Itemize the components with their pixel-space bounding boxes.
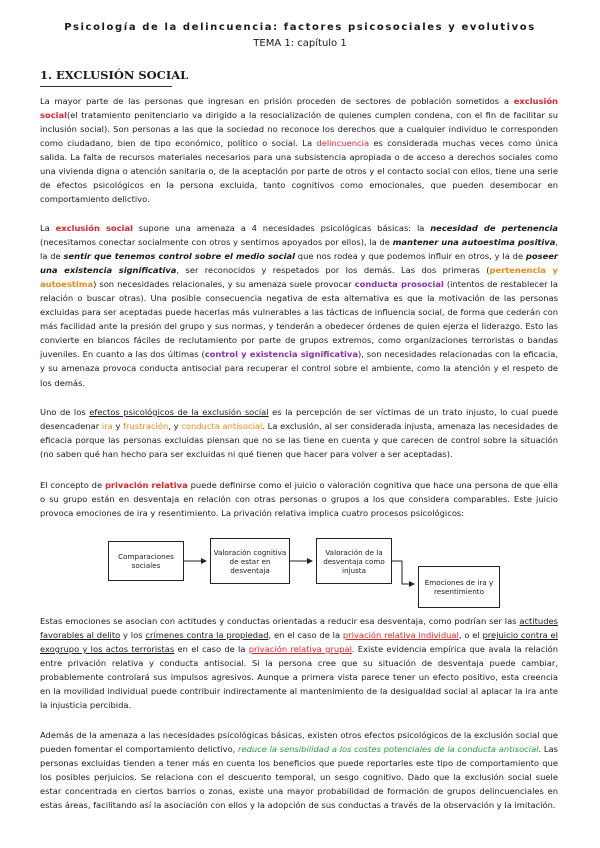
text: , ser reconocidos y respetados por los demás. Las dos primeras ( — [176, 265, 490, 276]
text: y — [112, 421, 124, 432]
document-subtitle: TEMA 1: capítulo 1 — [253, 38, 347, 49]
text: es la percepción de ser víctimas de un trato injusto, lo cual puede desencadenar — [40, 407, 558, 432]
text: (intentos de restablecer la relación o buscar otras). Una posible consecuencia negativa de esta alternativa es que la motivación de las personas excluidas para ser aceptadas puede hacerlas más vulnerables a las tácticas de influencia social, de forma que cederán con más facilidad ante la presión del grupo y sus normas, y tenderán a obedecer órdenes de quien ejerza el liderazgo. Esto las convierte en blancos fáciles de reclutamiento por parte de grupos extremos, como organizaciones terroristas o bandas juveniles. En cuanto a las dos últimas ( — [40, 279, 558, 360]
keyword-privacion-relativa: privación relativa — [104, 480, 188, 490]
text: que nos rodea y que podemos influir en otros, y la de — [294, 251, 526, 262]
underlined-prejudice: prejuicio contra el exogrupo y los actos terroristas — [40, 630, 558, 655]
text: La — [40, 223, 56, 233]
text: es considerada muchas veces como única salida. La falta de recursos materiales necesarios para una subsistencia apropiada o de acceso a derechos sociales como una vivienda digna o atención sanitaria o, de la aceptación por parte de otros y el contacto social con ellos, tiene una serie de efectos psicológicos en la persona excluida, tanto cognitivos como emocionales, que pueden desembocar en comportamiento delictivo. — [40, 138, 558, 205]
highlight-sensitivity: reduce la sensibilidad a los costes potenciales de la conducta antisocial — [238, 744, 539, 755]
keyword-privacion-individual: privación relativa individual — [342, 630, 459, 641]
underlined-attitudes: actitudes favorables al delito — [40, 616, 558, 641]
highlight-relational-needs: pertenencia y autoestima — [40, 265, 558, 290]
need-control: sentir que tenemos control sobre el medio social — [63, 251, 295, 262]
underlined-crimes: crímenes contra la propiedad — [145, 630, 269, 641]
text: La mayor parte de las personas que ingresan en prisión proceden de sectores de población sometidos a — [40, 96, 514, 106]
process-box-valoracion-injusta: Valoración de la desventaja como injusta — [316, 538, 392, 584]
emotion-frustracion: frustración — [123, 421, 169, 432]
text: (el tratamiento penitenciario va dirigido a la resocialización de quienes cumplen condena, con el fin de facilitar su inclusión social). Son personas a las que la sociedad no reconoce los derechos que a cualquier individuo le corresponden como ciudadano, bien de tipo económico, político o social. La — [40, 110, 558, 149]
text: , en el caso de la — [268, 630, 343, 641]
underlined-effects: efectos psicológicos de la exclusión social — [89, 407, 269, 417]
need-existencia: poseer una existencia significativa — [40, 251, 559, 276]
emotion-ira: ira — [101, 421, 113, 432]
text: Además de la amenaza a las necesidades psicológicas básicas, existen otros efectos psicológicos de la exclusión social que pueden fomentar el comportamiento delictivo, — [40, 730, 558, 755]
process-box-comparaciones: Comparaciones sociales — [108, 541, 184, 581]
text: Estas emociones se asocian con actitudes y conductas orientadas a reducir esa desventaja, como podrían ser las — [40, 616, 520, 626]
paragraph-emotions — [40, 614, 558, 712]
need-autoestima: mantener una autoestima positiva — [392, 237, 556, 248]
text: supone una amenaza a 4 necesidades psicológicas básicas: la — [132, 223, 431, 233]
arrow-3 — [392, 561, 414, 584]
text: . La exclusión, al ser considerada injusta, amenaza las necesidades de eficacia porque las personas excluidas piensan que no se las tiene en cuenta y que carecen de control sobre la situación (no saben qué han hecho para ser excluidas ni qué tienen que hacer para volver a ser aceptadas). — [40, 421, 558, 460]
highlight-prosocial: conducta prosocial — [354, 279, 444, 290]
text: Uno de los — [40, 407, 90, 417]
conduct-antisocial: conducta antisocial — [181, 421, 263, 432]
text: , la de — [40, 237, 558, 262]
text: . Existe evidencia empírica que avala la relación entre privación relativa y conducta antisocial. Si la persona cree que su situación de desventaja puede cambiar, probablemente controlará sus impulsos agresivos. Aunque a primera vista parece tener un efecto positivo, esta creencia en la movilidad individual puede contribuir indirectamente al mantenimiento de la desigualdad social al aplacar la ira ante la injusticia percibida. — [40, 644, 558, 711]
text: El concepto de — [40, 480, 105, 490]
highlight-efficacy-needs: control y existencia significativa — [204, 349, 358, 360]
text: (necesitamos conectar socialmente con otros y sentirnos apoyados por ellos), la de — [40, 237, 393, 248]
keyword-exclusion-social: exclusión social — [55, 223, 133, 233]
text: en el caso de la — [174, 644, 249, 655]
text: y los — [120, 630, 146, 641]
process-box-emociones: Emociones de ira y resentimiento — [418, 566, 500, 608]
process-box-valoracion-desventaja: Valoración cognitiva de estar en desventaja — [210, 538, 290, 584]
text: , o el — [458, 630, 483, 641]
keyword-privacion-grupal: privación relativa grupal — [248, 644, 352, 655]
text: ), son necesidades relacionadas con la eficacia, y su amenaza provoca conducta antisocial para recuperar el control sobre el ambiente, como la atención y el respeto de los demás. — [40, 349, 558, 388]
keyword-exclusion-social: exclusión social — [40, 96, 558, 121]
need-pertenencia: necesidad de pertenencia — [430, 223, 558, 233]
text: ) son necesidades relacionales, y su amenaza suele provocar — [93, 279, 355, 290]
text: puede definirse como el juicio o valoración cognitiva que hace una persona de que ella o su grupo están en desventaja en relación con otras personas o grupos a los que considera comparables. Este juicio provoca emociones de ira y resentimiento. La privación relativa implica cuatro procesos psicológicos: — [40, 480, 558, 519]
paragraph-other-effects — [40, 728, 558, 812]
text: , y — [168, 421, 182, 432]
document-title: Psicología de la delincuencia: factores psicosociales y evolutivos — [64, 22, 536, 33]
text: . Las personas excluidas tienden a tener más en cuenta los beneficios que puede reportarles este tipo de comportamiento que los posibles perjuicios. Se relaciona con el descuento temporal, un sesgo cognitivo. Dado que la exclusión social suele estar concentrada en ciertos barrios o zonas, existe una mayor probabilidad de formación de grupos delincuenciales en estas áreas, facilitando así la asociación con ellos y la adopción de sus conductas a través de la observación y la imitación. — [40, 744, 558, 811]
section-heading: 1. EXCLUSIÓN SOCIAL — [40, 68, 189, 82]
keyword-delincuencia: delincuencia — [316, 138, 370, 149]
